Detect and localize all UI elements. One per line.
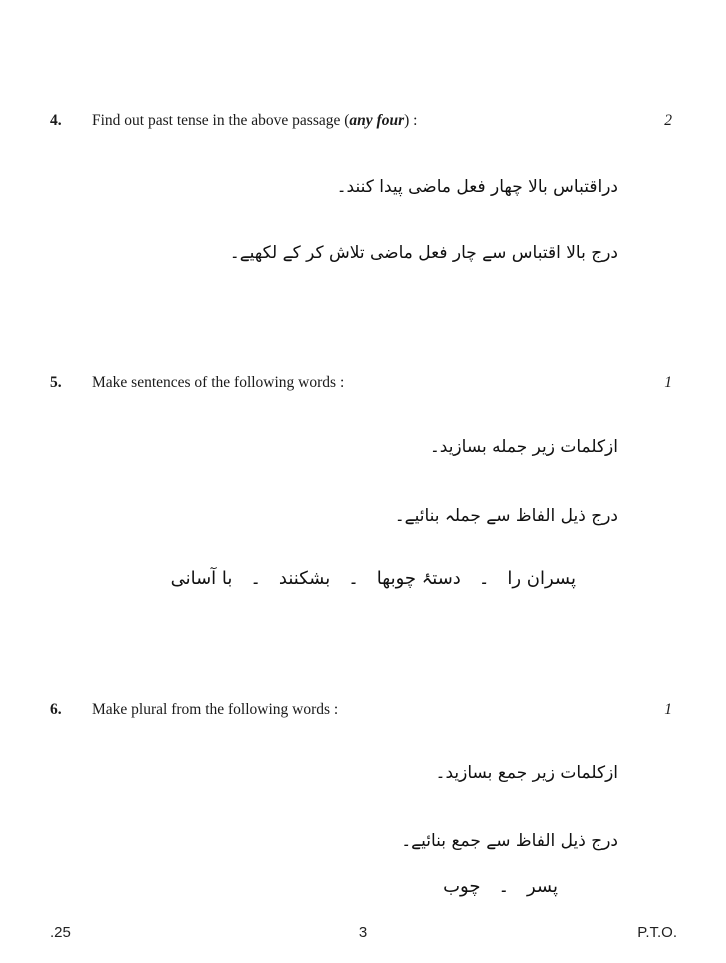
word-separator: ۔ — [250, 568, 261, 589]
word-item: پسران را — [507, 568, 576, 589]
persian-instruction: دراقتباس بالا چهار فعل ماضی پیدا کنند۔ — [336, 177, 618, 197]
word-separator: ۔ — [478, 568, 490, 589]
question-text: Make plural from the following words : — [92, 701, 339, 718]
question-marks: 2 — [664, 112, 672, 129]
urdu-instruction: درج بالا اقتباس سے چار فعل ماضی تلاش کر کے لکھیے۔ — [229, 243, 618, 263]
question-number: 5. — [50, 374, 62, 391]
word-separator: ۔ — [498, 876, 509, 897]
persian-instruction: ازکلمات زیر جمله بسازید۔ — [429, 437, 618, 457]
question-5 — [50, 374, 672, 396]
word-item: پسر — [527, 876, 558, 897]
word-item: چوب — [443, 876, 481, 897]
question-marks: 1 — [664, 374, 672, 391]
urdu-instruction: درج ذیل الفاظ سے جمع بنائیے۔ — [401, 831, 618, 851]
page-number: 3 — [358, 924, 368, 941]
exam-code: .25 — [50, 924, 71, 941]
word-item: بشکنند — [278, 568, 331, 589]
word-list — [171, 568, 576, 589]
question-marks: 1 — [664, 701, 672, 718]
question-4 — [50, 112, 672, 134]
word-list — [443, 876, 558, 897]
pto-label: P.T.O. — [637, 924, 677, 941]
question-text: Make sentences of the following words : — [92, 374, 345, 391]
question-text — [92, 112, 417, 130]
word-separator: ۔ — [348, 568, 359, 589]
question-text-emphasis: any four — [349, 112, 405, 129]
question-number: 4. — [50, 112, 62, 129]
question-text-start: Find out past tense in the above passage ( — [92, 112, 350, 129]
question-number: 6. — [50, 701, 62, 718]
urdu-instruction: درج ذیل الفاظ سے جملہ بنائیے۔ — [394, 506, 618, 526]
question-text-end: ) : — [404, 112, 418, 129]
question-6 — [50, 701, 672, 723]
persian-instruction: ازکلمات زیر جمع بسازید۔ — [435, 763, 618, 783]
word-item: دستۂ چوبها — [376, 568, 461, 589]
word-item: با آسانی — [170, 568, 233, 589]
